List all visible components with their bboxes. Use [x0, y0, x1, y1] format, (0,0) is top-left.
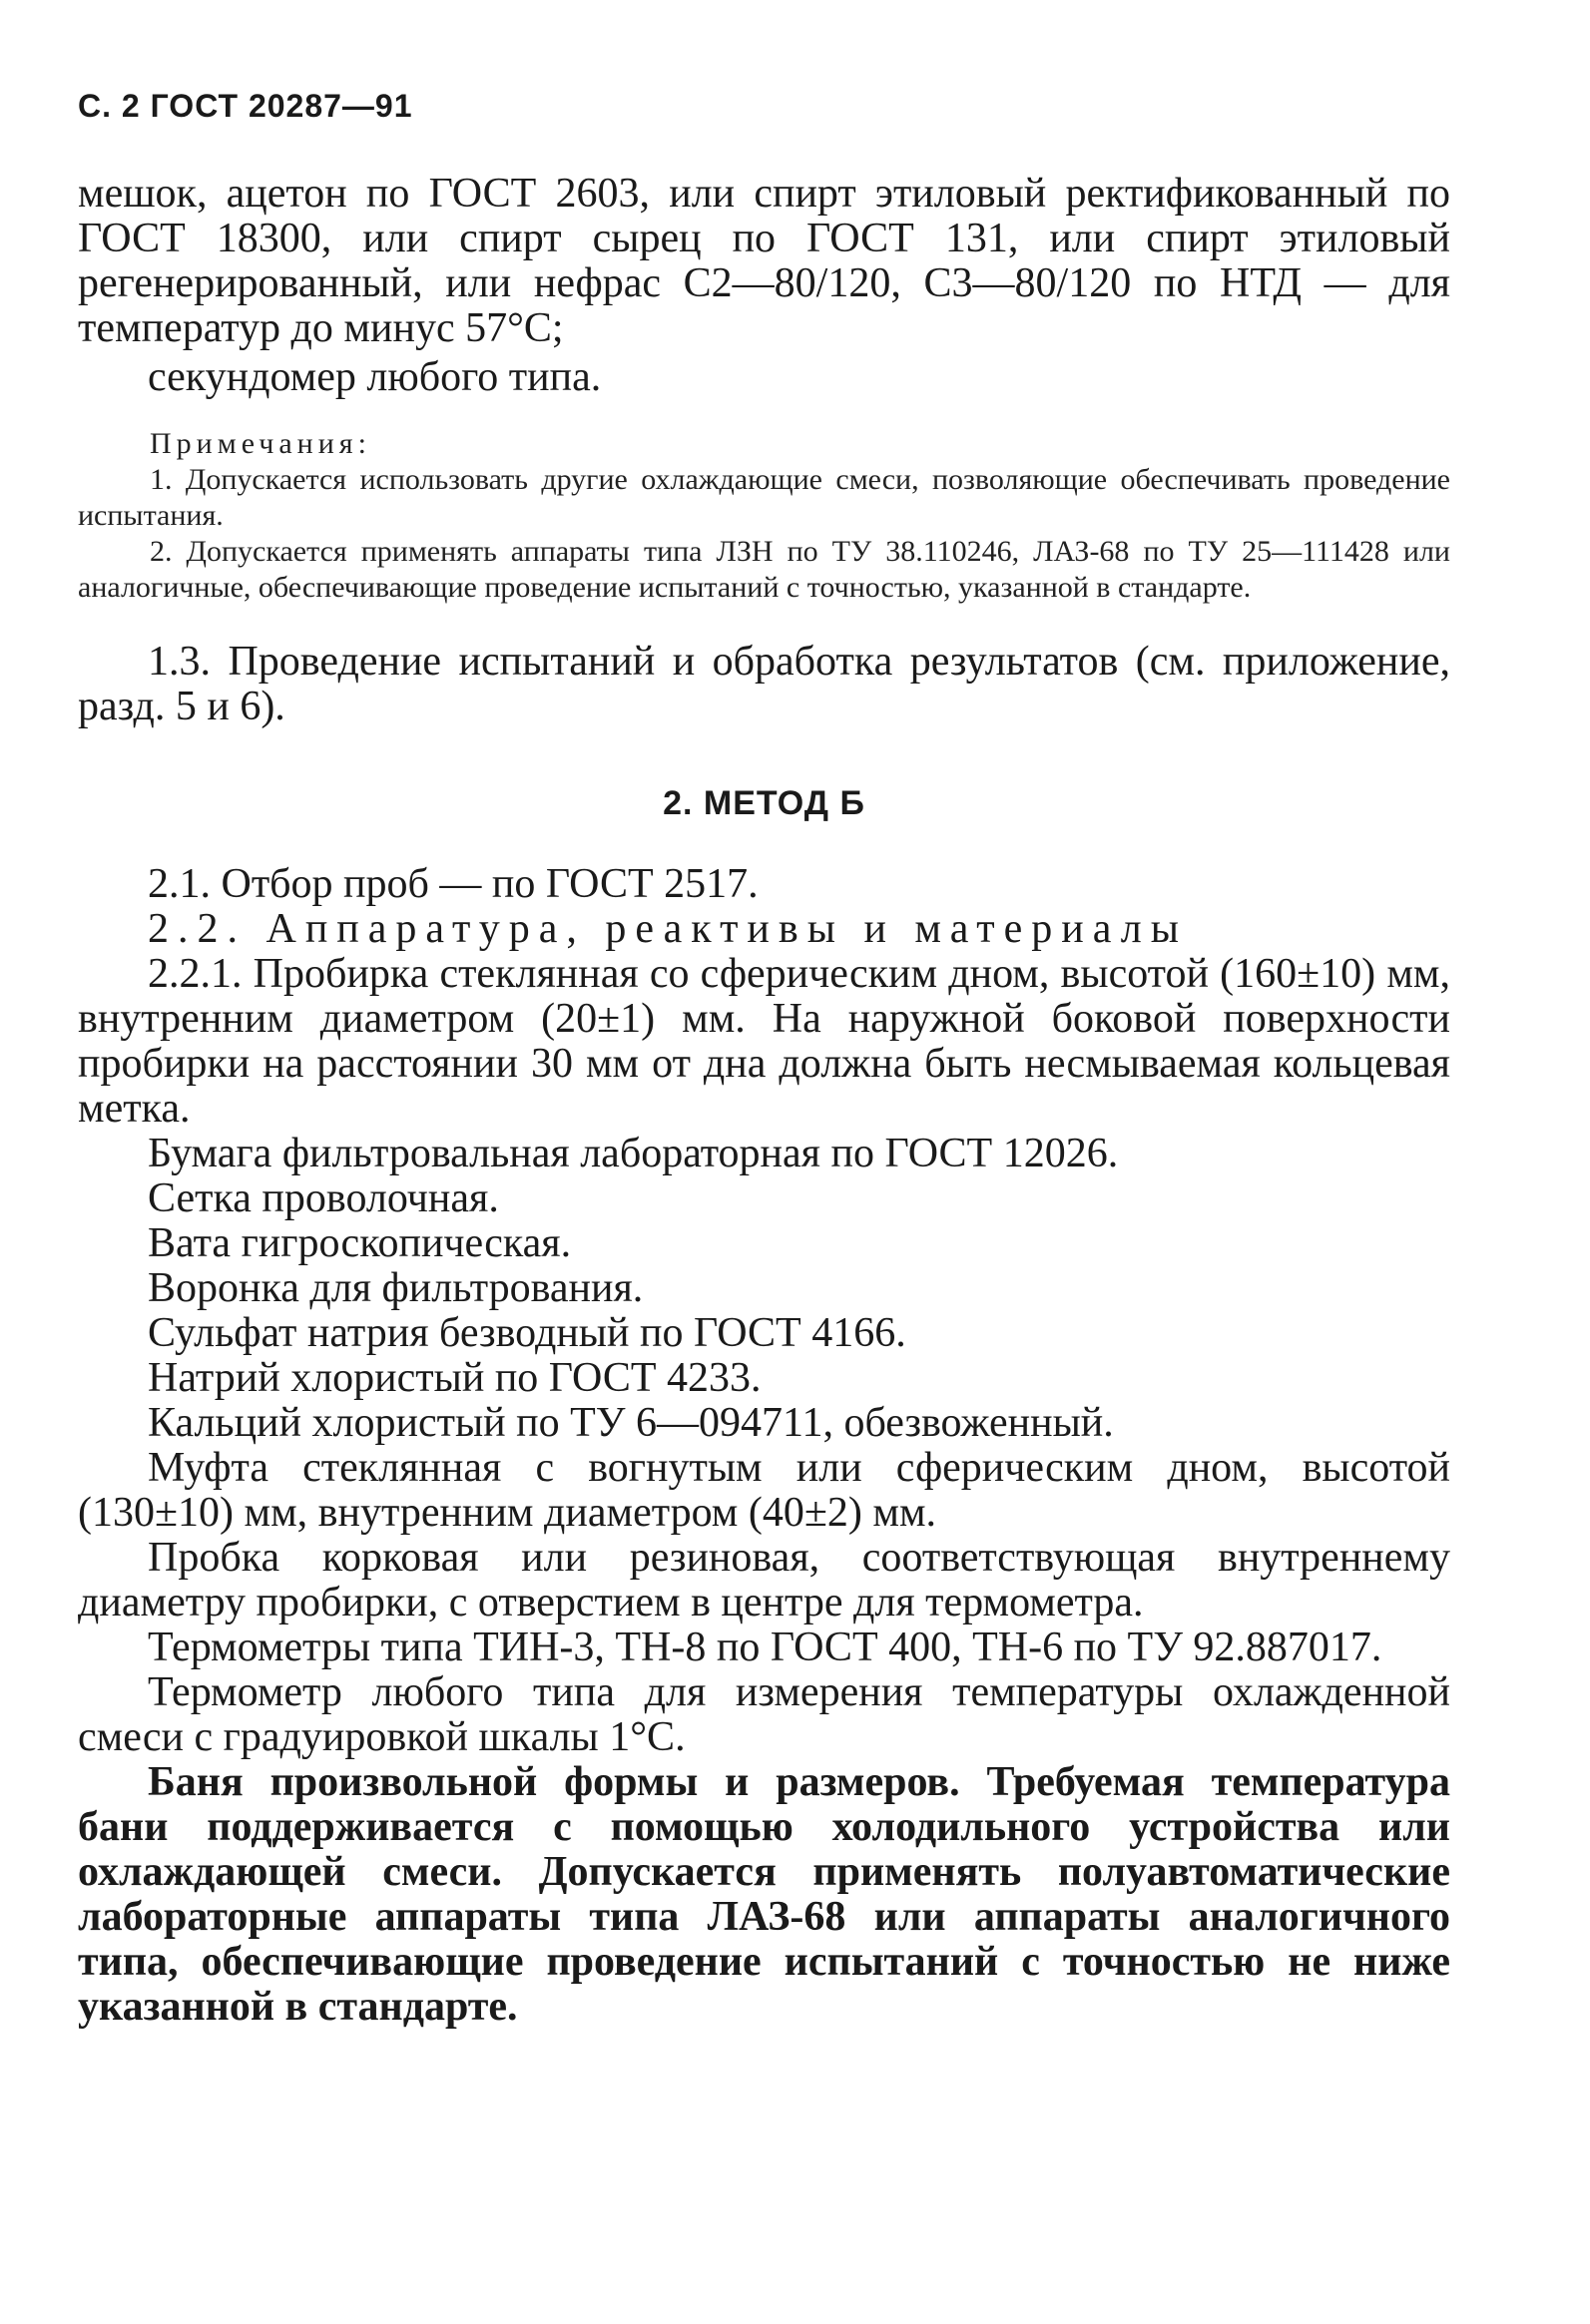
- list-item-wire-mesh: Сетка проволочная.: [148, 1175, 499, 1221]
- paragraph-continuation: мешок, ацетон по ГОСТ 2603, или спирт этиловый ректификованный по ГОСТ 18300, или спирт сырец по ГОСТ 131, или спирт этиловый регенерированный, или нефрас С2—80/120, С3—80/120 по НТД — для температур до минус 57°С;: [78, 171, 1450, 351]
- list-item-cotton-wool: Вата гигроскопическая.: [148, 1220, 572, 1266]
- list-item-thermometer-any: Термометр любого типа для измерения температуры охлажденной смеси с градуировкой шкалы 1°С.: [78, 1669, 1450, 1760]
- clause-2-1: 2.1. Отбор проб — по ГОСТ 2517.: [148, 861, 759, 907]
- note-item-2: 2. Допускается применять аппараты типа ЛЗН по ТУ 38.110246, ЛАЗ-68 по ТУ 25—111428 или аналогичные, обеспечивающие проведение испытаний с точностью, указанной в стандарте.: [78, 535, 1450, 604]
- clause-1-3: 1.3. Проведение испытаний и обработка результатов (см. приложение, разд. 5 и 6).: [78, 639, 1450, 729]
- notes-heading: Примечания:: [150, 427, 371, 460]
- list-item-funnel: Воронка для фильтрования.: [148, 1265, 644, 1311]
- clause-2-2-heading: 2.2. Аппаратура, реактивы и материалы: [148, 906, 1188, 952]
- notes-block: [78, 426, 1450, 606]
- list-item-thermometers: Термометры типа ТИН-3, ТН-8 по ГОСТ 400, ТН-6 по ТУ 92.887017.: [148, 1625, 1382, 1670]
- section-title: 2. МЕТОД Б: [663, 784, 865, 822]
- list-item-calcium-chloride: Кальций хлористый по ТУ 6—094711, обезвоженный.: [148, 1400, 1114, 1446]
- clause-2-2-1: 2.2.1. Пробирка стеклянная со сферическим дном, высотой (160±10) мм, внутренним диаметром (20±1) мм. На наружной боковой поверхности пробирки на расстоянии 30 мм от дна должна быть несмываемая кольцевая метка.: [78, 951, 1450, 1132]
- document-body: [78, 172, 1450, 2030]
- list-item-sodium-sulfate: Сульфат натрия безводный по ГОСТ 4166.: [148, 1310, 906, 1356]
- list-item-stopper: Пробка корковая или резиновая, соответствующая внутреннему диаметру пробирки, с отверстием в центре для термометра.: [78, 1535, 1450, 1626]
- list-item-filter-paper: Бумага фильтровальная лабораторная по ГОСТ 12026.: [148, 1131, 1119, 1176]
- paragraph-stopwatch: секундомер любого типа.: [148, 354, 602, 400]
- list-item-sodium-chloride: Натрий хлористый по ГОСТ 4233.: [148, 1355, 762, 1401]
- page-header: С. 2 ГОСТ 20287—91: [78, 88, 413, 124]
- list-item-bath: Баня произвольной формы и размеров. Требуемая температура бани поддерживается с помощью холодильного устройства или охлаждающей смеси. Допускается применять полуавтоматические лабораторные аппараты типа ЛАЗ-68 или аппараты аналогичного типа, обеспечивающие проведение испытаний с точностью не ниже указанной в стандарте.: [78, 1759, 1450, 2030]
- note-item-1: 1. Допускается использовать другие охлаждающие смеси, позволяющие обеспечивать проведение испытания.: [78, 463, 1450, 532]
- list-item-glass-jacket: Муфта стеклянная с вогнутым или сферическим дном, высотой (130±10) мм, внутренним диаметром (40±2) мм.: [78, 1445, 1450, 1536]
